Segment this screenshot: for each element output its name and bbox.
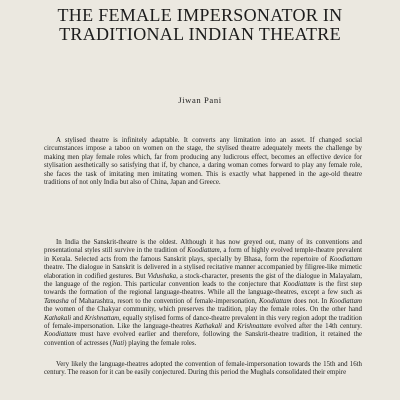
article-title [0, 6, 400, 44]
paragraph-1: A stylised theatre is infinitely adaptable. It converts any limitation into an asset. If changed social circumstances impose a taboo on women on the stage, the stylised theatre adequately meets the challenge by making men play female roles which, far from producing any ludicrous effect, becomes an effective device for stylisation aesthetically so satisfying that if, by chance, a daring woman comes forward to play any female role, she faces the task of imitating men imitating women. This is exactly what happened in the age-old theatre traditions of not only India but also of China, Japan and Greece. [44, 137, 362, 187]
author-name: Jiwan Pani [178, 95, 222, 105]
title-line-2: TRADITIONAL INDIAN THEATRE [59, 24, 341, 44]
title-line-1: THE FEMALE IMPERSONATOR IN [57, 5, 343, 25]
paragraph-3: Very likely the language-theatres adopted the convention of female-impersonation towards the 15th and 16th century. The reason for it can be easily conjectured. During this period the Mughals consolidated their empire [44, 361, 362, 377]
paragraph-2: In India the Sanskrit-theatre is the oldest. Although it has now greyed out, many of its conventions and presentational styles still survive in the tradition of Koodiattam, a form of highly evolved temple-theatre prevalent in Kerala. Selected acts from the famous Sanskrit plays, specially by Bhasa, form the repertoire of Koodiattam theatre. The dialogue in Sanskrit is delivered in a stylised recitative manner accompanied by filigree-like mimetic elaboration in codified gestures. But Vidushaka, a stock-character, presents the gist of the dialogue in Malayalam, the language of the region. This particular convention leads to the conjecture that Koodiattam is the first step towards the formation of the regional language-theatres. While all the language-theatres, except a few such as Tamasha of Maharashtra, resort to the convention of female-impersonation, Koodiattam does not. In Koodiattam the women of the Chakyar community, which preserves the tradition, play the female roles. On the other hand Kathakali and Krishnattam, equally stylised forms of dance-theatre prevalent in this very region adopt the tradition of female-impersonation. Like the language-theatres Kathakali and Krishnattam evolved after the 14th century. Koodiattam must have evolved earlier and therefore, following the Sanskrit-theatre tradition, it retained the convention of actresses (Nati) playing the female roles. [44, 239, 362, 347]
